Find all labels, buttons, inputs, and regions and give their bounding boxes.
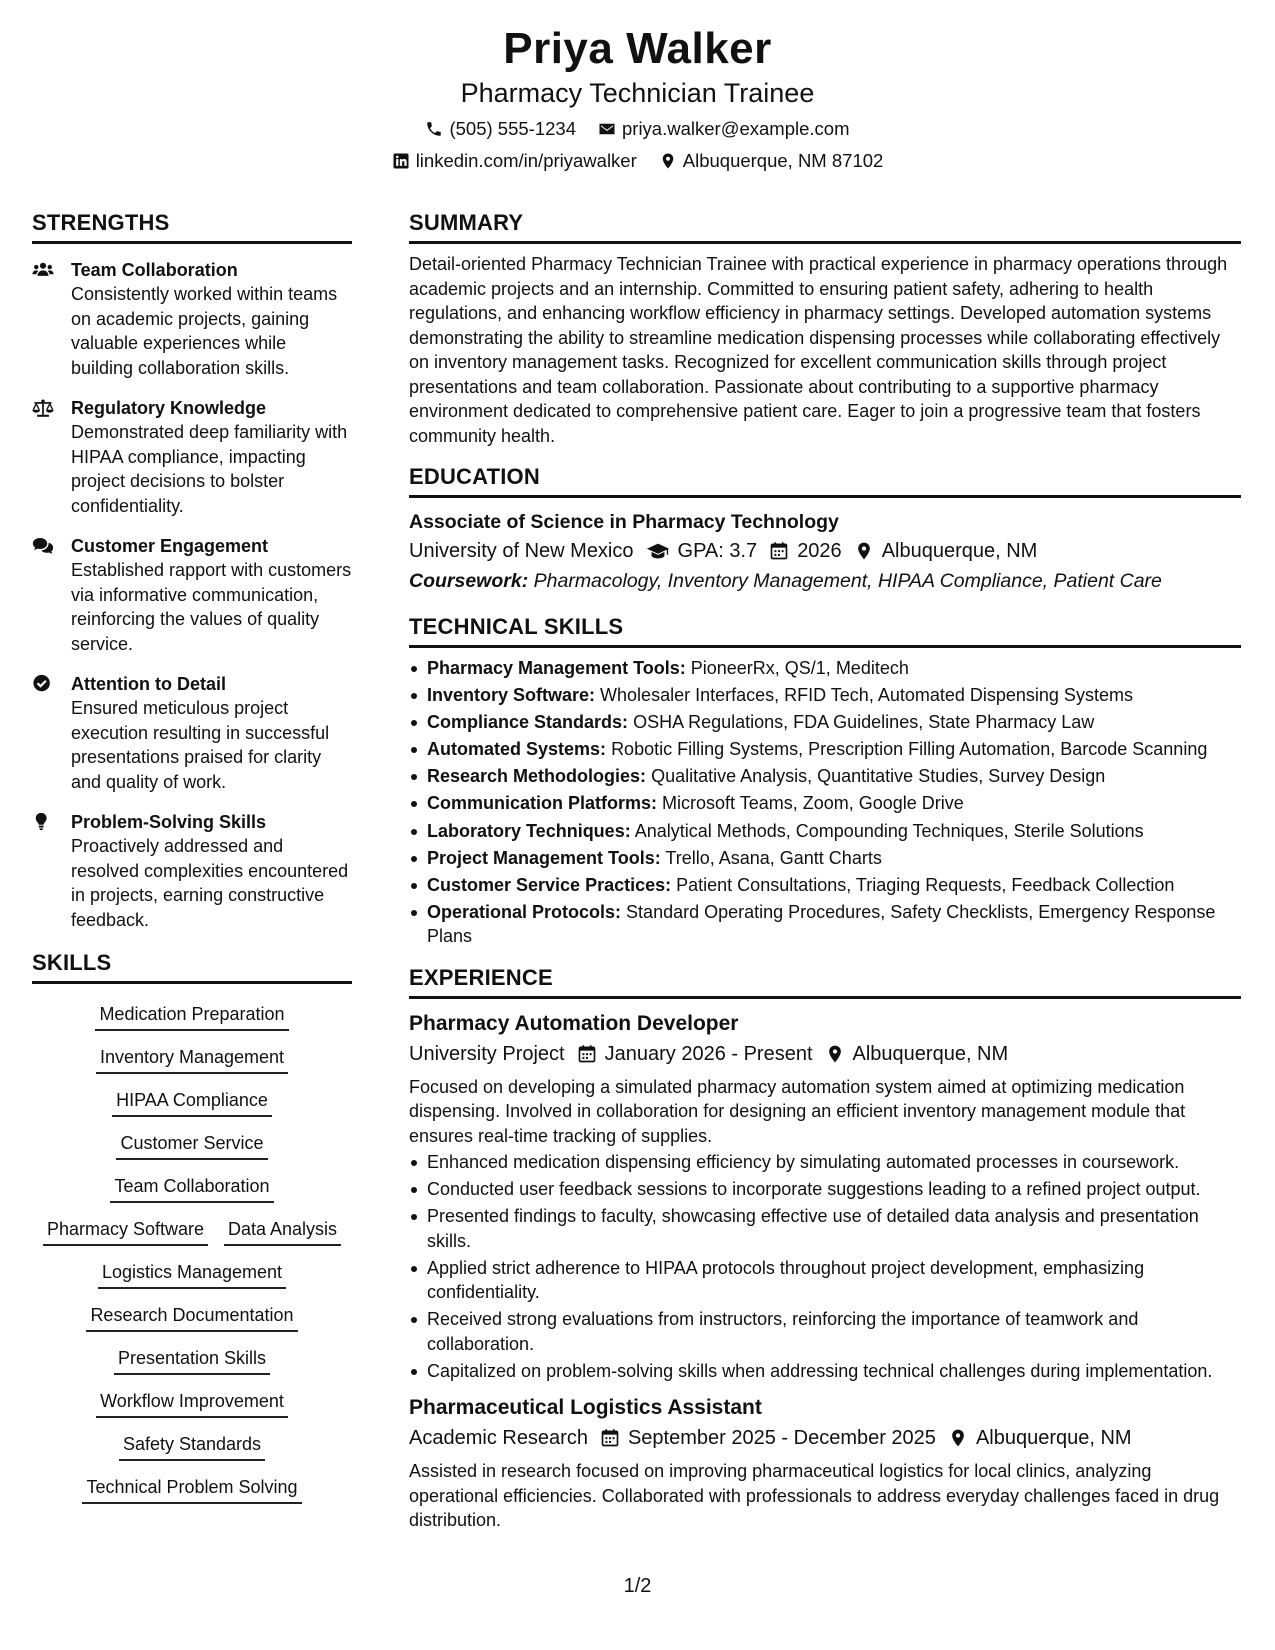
skill-chip: Customer Service [116, 1131, 267, 1160]
comments-icon [32, 536, 54, 556]
list-item: Applied strict adherence to HIPAA protocols throughout project development, emphasizing confidentiality. [409, 1256, 1241, 1305]
candidate-name: Priya Walker [503, 24, 772, 73]
map-marker-icon [948, 1428, 968, 1448]
coursework-text: Pharmacology, Inventory Management, HIPAA Compliance, Patient Care [533, 570, 1162, 592]
technical-skills-list [409, 656, 1241, 949]
skill-label: Pharmacy Management Tools: [427, 658, 686, 678]
graduation-year [769, 536, 842, 566]
linkedin-contact[interactable] [392, 146, 637, 176]
education-section [409, 462, 1241, 596]
strength-title: Problem-Solving Skills [71, 812, 267, 832]
location-text: Albuquerque, NM [852, 1042, 1009, 1065]
education-location [854, 536, 1038, 566]
phone-icon [425, 120, 443, 138]
skills-heading: SKILLS [32, 948, 352, 984]
check-circle-icon [32, 674, 54, 694]
email-contact[interactable] [598, 114, 850, 144]
list-item [409, 846, 1241, 871]
right-column [409, 208, 1241, 1533]
list-item: Capitalized on problem-solving skills when addressing technical challenges during implementation. [409, 1359, 1241, 1384]
technical-skills-section [409, 612, 1241, 949]
candidate-title: Pharmacy Technician Trainee [460, 78, 815, 108]
skill-label: Inventory Software: [427, 685, 596, 706]
left-column [32, 208, 352, 1504]
skill-chip: Inventory Management [96, 1045, 288, 1074]
graduation-cap-icon [646, 541, 670, 561]
strength-description: Demonstrated deep familiarity with HIPAA compliance, impacting project decisions to bolster confidentiality. [71, 422, 348, 516]
skill-chip: Pharmacy Software [43, 1217, 208, 1246]
map-marker-icon [825, 1044, 845, 1064]
map-marker-icon [854, 541, 874, 561]
strength-description: Ensured meticulous project execution resulting in successful presentations praised for clarity and quality of work. [71, 698, 330, 792]
job-org [409, 1423, 588, 1453]
list-item [409, 873, 1241, 898]
contact-line-1 [0, 114, 1275, 144]
skill-value: Trello, Asana, Gantt Charts [665, 847, 882, 868]
job-description: Assisted in research focused on improving pharmaceutical logistics for local clinics, analyzing operational efficiencies. Collaborated with professionals to address everyday challenges faced in drug distribution. [409, 1461, 1220, 1531]
strength-title: Regulatory Knowledge [71, 398, 267, 418]
skill-chip: Technical Problem Solving [82, 1475, 301, 1504]
dates-text: January 2026 - Present [604, 1042, 813, 1065]
skill-value: Analytical Methods, Compounding Techniques, Sterile Solutions [634, 820, 1144, 841]
phone-text: (505) 555-1234 [449, 118, 576, 139]
list-item [409, 764, 1241, 789]
calendar-icon [769, 541, 789, 561]
location-contact [659, 146, 884, 176]
job-location [825, 1039, 1009, 1069]
map-marker-icon [659, 152, 677, 170]
degree-title: Associate of Science in Pharmacy Technology [409, 511, 839, 533]
list-item [409, 710, 1241, 735]
summary-heading: SUMMARY [409, 208, 1241, 244]
strengths-heading: STRENGTHS [32, 208, 352, 244]
skill-label: Project Management Tools: [427, 847, 661, 868]
list-item [409, 683, 1241, 708]
job-title: Pharmacy Automation Developer [409, 1011, 739, 1035]
job-dates [577, 1039, 813, 1069]
education-heading: EDUCATION [409, 462, 1241, 498]
list-item [409, 656, 1241, 681]
skill-chip: Logistics Management [98, 1260, 286, 1289]
list-item [409, 819, 1241, 844]
skill-label: Automated Systems: [427, 739, 607, 760]
experience-section [409, 963, 1241, 1533]
calendar-icon [577, 1044, 597, 1064]
phone-contact [425, 114, 576, 144]
strength-item [32, 810, 352, 932]
location-text: Albuquerque, NM [975, 1427, 1132, 1450]
skill-label: Customer Service Practices: [427, 874, 672, 895]
job-description: Focused on developing a simulated pharmacy automation system aimed at optimizing medication dispensing. Involved in collaboration for designing an efficient inventory management module that ensures real-time tracking of supplies. [409, 1076, 1186, 1146]
skill-value: Robotic Filling Systems, Prescription Filling Automation, Barcode Scanning [611, 739, 1208, 760]
strength-description: Proactively addressed and resolved complexities encountered in projects, earning constructive feedback. [71, 836, 349, 930]
skill-value: OSHA Regulations, FDA Guidelines, State Pharmacy Law [633, 712, 1095, 733]
skill-label: Research Methodologies: [427, 766, 647, 787]
coursework-line [409, 566, 1241, 596]
list-item [409, 737, 1241, 762]
strength-item [32, 258, 352, 380]
skills-list [32, 1002, 352, 1504]
skill-label: Communication Platforms: [427, 793, 658, 814]
linkedin-text[interactable]: linkedin.com/in/priyawalker [415, 150, 637, 171]
school-text: University of New Mexico [409, 540, 634, 562]
education-meta [409, 536, 1241, 566]
list-item: Conducted user feedback sessions to incorporate suggestions leading to a refined project output. [409, 1177, 1241, 1202]
job-org [409, 1039, 565, 1069]
skill-value: Patient Consultations, Triaging Requests, Feedback Collection [676, 874, 1175, 895]
strength-title: Attention to Detail [71, 674, 226, 694]
job-entry [409, 1009, 1241, 1384]
org-text: Academic Research [409, 1427, 588, 1450]
technical-skills-heading: TECHNICAL SKILLS [409, 612, 1241, 648]
list-item [409, 900, 1241, 949]
users-icon [32, 260, 54, 280]
job-meta [409, 1423, 1241, 1453]
skill-chip: Research Documentation [86, 1303, 297, 1332]
list-item [409, 791, 1241, 816]
skill-value: PioneerRx, QS/1, Meditech [690, 658, 909, 678]
strength-item [32, 672, 352, 794]
resume-header [0, 22, 1275, 176]
location-text: Albuquerque, NM [881, 540, 1038, 562]
coursework-label: Coursework: [409, 570, 529, 592]
skill-chip: Safety Standards [119, 1432, 265, 1461]
contact-line-2 [0, 146, 1275, 176]
job-title: Pharmaceutical Logistics Assistant [409, 1396, 762, 1420]
location-text: Albuquerque, NM 87102 [682, 150, 884, 171]
strengths-list [32, 258, 352, 932]
strength-title: Customer Engagement [71, 536, 269, 556]
skill-label: Laboratory Techniques: [427, 820, 631, 841]
gpa-text: GPA: 3.7 [677, 540, 758, 562]
skill-chip: Data Analysis [224, 1217, 341, 1246]
year-text: 2026 [797, 540, 842, 562]
skill-label: Operational Protocols: [427, 901, 622, 922]
strength-item [32, 534, 352, 656]
skill-chip: Medication Preparation [95, 1002, 288, 1031]
strength-description: Established rapport with customers via informative communication, reinforcing the values of quality service. [71, 560, 352, 654]
skill-value: Standard Operating Procedures, Safety Checklists, Emergency Response Plans [427, 901, 1216, 947]
skill-value: Wholesaler Interfaces, RFID Tech, Automated Dispensing Systems [600, 685, 1133, 706]
org-text: University Project [409, 1042, 565, 1065]
linkedin-icon [392, 152, 410, 170]
list-item: Enhanced medication dispensing efficiency by simulating automated processes in coursework. [409, 1150, 1241, 1175]
skill-chip: Workflow Improvement [96, 1389, 288, 1418]
gpa [646, 536, 758, 566]
list-item: Received strong evaluations from instructors, reinforcing the importance of teamwork and collaboration. [409, 1307, 1241, 1356]
skill-label: Compliance Standards: [427, 712, 629, 733]
skill-value: Qualitative Analysis, Quantitative Studies, Survey Design [651, 766, 1106, 787]
school-name [409, 536, 634, 566]
calendar-icon [600, 1428, 620, 1448]
scale-icon [32, 398, 54, 418]
strength-title: Team Collaboration [71, 260, 238, 280]
skill-chip: HIPAA Compliance [112, 1088, 272, 1117]
lightbulb-icon [32, 812, 54, 832]
job-entry [409, 1393, 1241, 1533]
email-text[interactable]: priya.walker@example.com [622, 118, 850, 139]
envelope-icon [598, 120, 616, 138]
job-bullets [409, 1150, 1241, 1383]
dates-text: September 2025 - December 2025 [627, 1427, 936, 1450]
page-number: 1/2 [623, 1575, 652, 1597]
skill-value: Microsoft Teams, Zoom, Google Drive [662, 793, 964, 814]
strength-item [32, 396, 352, 518]
job-dates [600, 1423, 936, 1453]
job-location [948, 1423, 1132, 1453]
skill-chip: Team Collaboration [110, 1174, 273, 1203]
job-meta [409, 1039, 1241, 1069]
skill-chip: Presentation Skills [114, 1346, 270, 1375]
summary-text: Detail-oriented Pharmacy Technician Trainee with practical experience in pharmacy operations through academic projects and an internship. Committed to ensuring patient safety, adhering to health regulations, and enhancing workflow efficiency in pharmacy settings. Developed automation systems demonstrating the ability to streamline medication dispensing processes while collaborating effectively on inventory management tasks. Recognized for excellent communication skills through project presentations and team collaboration. Passionate about contributing to a supportive pharmacy environment dedicated to comprehensive patient care. Eager to join a progressive team that fosters community health. [409, 254, 1228, 446]
list-item: Presented findings to faculty, showcasing effective use of detailed data analysis and presentation skills. [409, 1204, 1241, 1253]
strength-description: Consistently worked within teams on academic projects, gaining valuable experiences while building collaboration skills. [71, 284, 338, 378]
experience-heading: EXPERIENCE [409, 963, 1241, 999]
